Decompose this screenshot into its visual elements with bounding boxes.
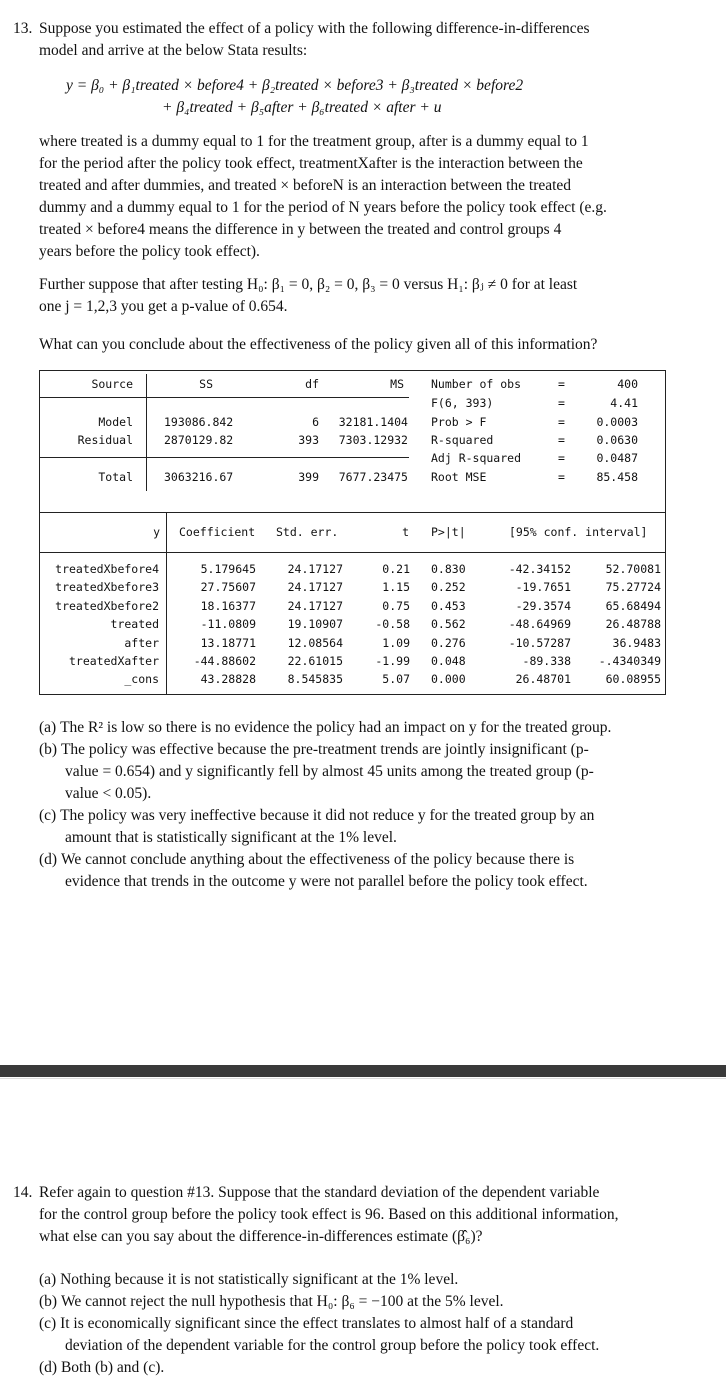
stat-eq: = (558, 396, 565, 410)
option-label: (a) (39, 1271, 57, 1288)
stat-value: 0.0630 (596, 433, 638, 447)
option-label: (a) (39, 719, 57, 736)
coef-cell-se: 24.17127 (287, 580, 343, 595)
stat-eq: = (558, 470, 565, 484)
option-text: Nothing because it is not statistically significant at the 1% level. (60, 1271, 459, 1288)
coef-cell-p: 0.276 (431, 635, 466, 650)
option-text: We cannot conclude anything about the effectiveness of the policy because there is (60, 851, 575, 868)
coef-cell-hi: 60.08955 (605, 672, 661, 687)
q14-number: 14. (13, 1184, 33, 1201)
q13-question: What can you conclude about the effectiveness of the policy given all of this information? (39, 336, 598, 353)
coef-cell-var: treatedXafter (68, 654, 159, 668)
option-a[interactable] (39, 1269, 709, 1291)
coef-cell-se: 8.545835 (287, 672, 343, 687)
stat-label: Prob > F (431, 415, 487, 429)
coef-cell-se: 22.61015 (287, 654, 343, 668)
coef-cell-var: treated (110, 617, 159, 632)
coef-cell-var: treatedXbefore3 (55, 580, 159, 595)
coef-cell-lo: -89.338 (522, 654, 571, 668)
option-text: deviation of the dependent variable for the control group before the policy took effect. (65, 1337, 600, 1354)
coef-header-coef: Coefficient (179, 525, 256, 539)
option-text: We cannot reject the null hypothesis that H₀: β₆ = −100 at the 5% level. (60, 1293, 504, 1310)
option-text: Both (b) and (c). (60, 1359, 165, 1376)
stat-eq: = (558, 451, 565, 465)
coef-header-t: t (402, 525, 409, 539)
anova-row-source: Total (98, 470, 133, 484)
option-text: value = 0.654) and y significantly fell by almost 45 units among the treated group (p- (65, 763, 594, 780)
q14-line: Refer again to question #13. Suppose that the standard deviation of the dependent variable (39, 1184, 600, 1201)
definition-line: treated × before4 means the difference in y between the treated and control groups 4 (39, 221, 562, 238)
anova-total-rule (39, 457, 409, 458)
option-d[interactable] (39, 1357, 709, 1379)
coef-cell-lo: -19.7651 (515, 580, 571, 595)
stat-value: 0.0003 (596, 415, 638, 429)
anova-row-source: Residual (77, 433, 133, 447)
coef-cell-hi: 75.27724 (605, 580, 661, 595)
anova-row-ms: 32181.1404 (338, 415, 408, 429)
anova-header-ss: SS (199, 377, 213, 391)
coef-cell-lo: 26.48701 (515, 672, 571, 687)
anova-row-source: Model (98, 415, 133, 429)
q14-options (39, 1269, 709, 1379)
q14-line: for the control group before the policy took effect is 96. Based on this additional information, (39, 1206, 619, 1223)
coef-cell-var: _cons (124, 672, 159, 687)
anova-header-rule (39, 397, 409, 398)
stat-value: 400 (617, 377, 638, 391)
coef-cell-coef: -11.0809 (200, 617, 256, 632)
stata-output (39, 370, 666, 719)
table-border-right (665, 370, 666, 695)
hypothesis-line: one j = 1,2,3 you get a p-value of 0.654. (39, 298, 288, 315)
coef-divider (166, 512, 167, 695)
q13-intro (39, 18, 719, 62)
anova-header-ms: MS (390, 377, 404, 391)
coef-cell-p: 0.830 (431, 562, 466, 576)
coef-cell-coef: 13.18771 (200, 635, 256, 650)
coef-cell-coef: 27.75607 (200, 580, 256, 595)
coef-cell-t: 0.21 (382, 562, 410, 576)
coef-cell-var: treatedXbefore2 (55, 598, 159, 613)
anova-row-ss: 2870129.82 (164, 433, 234, 447)
option-text: value < 0.05). (65, 785, 152, 802)
q13-intro-line: Suppose you estimated the effect of a policy with the following difference-in-differences (39, 20, 590, 37)
stat-eq: = (558, 415, 565, 429)
option-text: The policy was very ineffective because it did not reduce y for the treated group by an (60, 807, 595, 824)
anova-row-df: 393 (298, 433, 319, 447)
coef-cell-se: 19.10907 (287, 617, 343, 632)
option-text: The policy was effective because the pre-treatment trends are jointly insignificant (p- (60, 741, 589, 758)
coef-header-var: y (153, 525, 160, 539)
coef-top-rule (39, 512, 666, 513)
coef-cell-coef: 43.28828 (200, 672, 256, 687)
coef-cell-hi: 26.48788 (605, 617, 661, 632)
coef-cell-t: 1.15 (382, 580, 410, 595)
page-break-line (0, 1078, 726, 1079)
coef-cell-coef: -44.88602 (193, 654, 256, 668)
anova-row-ms: 7303.12932 (338, 433, 408, 447)
model-equation-line2: + β₄treated + β₅after + β₆treated × after + u (162, 99, 442, 116)
stat-eq: = (558, 433, 565, 447)
coef-cell-se: 12.08564 (287, 635, 343, 650)
coef-cell-t: -0.58 (375, 617, 410, 632)
anova-row-ss: 193086.842 (164, 415, 234, 429)
definition-line: years before the policy took effect). (39, 243, 260, 260)
anova-header-source: Source (91, 377, 133, 391)
coef-cell-p: 0.252 (431, 580, 466, 595)
anova-row-df: 6 (312, 415, 319, 429)
coef-header-se: Std. err. (276, 525, 339, 539)
option-c[interactable] (39, 1313, 709, 1357)
option-label: (b) (39, 1293, 58, 1310)
anova-row-ms: 7677.23475 (338, 470, 408, 484)
q13-hypothesis-test (39, 274, 699, 318)
option-label: (b) (39, 741, 58, 758)
stat-value: 85.458 (596, 470, 638, 484)
coef-cell-coef: 5.179645 (200, 562, 256, 576)
model-equation-line1: y = β₀ + β₁treated × before4 + β₂treated × before3 + β₃treated × before2 (66, 77, 524, 94)
coef-cell-hi: -.4340349 (598, 654, 661, 668)
coef-cell-p: 0.562 (431, 617, 466, 632)
option-label: (d) (39, 1359, 58, 1376)
option-label: (c) (39, 807, 57, 824)
table-border-top (39, 370, 666, 371)
option-b[interactable] (39, 739, 709, 805)
coef-cell-lo: -42.34152 (508, 562, 571, 576)
stat-value: 4.41 (610, 396, 638, 410)
option-a[interactable] (39, 717, 709, 739)
option-d[interactable] (39, 849, 709, 893)
coef-cell-var: after (124, 635, 159, 650)
q13-number: 13. (13, 20, 33, 37)
definition-line: where treated is a dummy equal to 1 for the treatment group, after is a dummy equal to 1 (39, 133, 589, 150)
q13-options (39, 717, 709, 893)
definition-line: treated and after dummies, and treated × beforeN is an interaction between the treated (39, 177, 572, 194)
coef-cell-se: 24.17127 (287, 562, 343, 576)
coef-cell-lo: -29.3574 (515, 598, 571, 613)
coef-cell-lo: -48.64969 (508, 617, 571, 632)
anova-header-df: df (305, 377, 319, 391)
q13-definitions (39, 131, 699, 263)
stat-label: Adj R-squared (431, 451, 522, 465)
coef-cell-var: treatedXbefore4 (55, 562, 159, 576)
coef-cell-p: 0.048 (431, 654, 466, 668)
coef-header-ci: [95% conf. interval] (509, 525, 648, 539)
coef-cell-t: 1.09 (382, 635, 410, 650)
coef-cell-lo: -10.57287 (508, 635, 571, 650)
anova-divider (146, 374, 147, 491)
coef-cell-coef: 18.16377 (200, 598, 256, 613)
option-label: (c) (39, 1315, 57, 1332)
option-text: It is economically significant since the effect translates to almost half of a standard (60, 1315, 574, 1332)
stat-eq: = (558, 377, 565, 391)
coef-cell-p: 0.000 (431, 672, 466, 687)
option-label: (d) (39, 851, 58, 868)
coef-cell-t: -1.99 (375, 654, 410, 668)
coef-cell-hi: 36.9483 (612, 635, 661, 650)
coef-header-rule (39, 552, 666, 553)
hypothesis-line: Further suppose that after testing H₀: β₁ = 0, β₂ = 0, β₃ = 0 versus H₁: βⱼ ≠ 0 for at least (39, 276, 578, 293)
table-border-bottom (39, 694, 666, 695)
option-text: The R² is low so there is no evidence the policy had an impact on y for the treated group. (60, 719, 612, 736)
coef-cell-se: 24.17127 (287, 598, 343, 613)
option-c[interactable] (39, 805, 709, 849)
coef-cell-t: 0.75 (382, 598, 410, 613)
stat-label: R-squared (431, 433, 494, 447)
option-text: evidence that trends in the outcome y were not parallel before the policy took effect. (65, 873, 588, 890)
coef-cell-t: 5.07 (382, 672, 410, 687)
coef-cell-hi: 65.68494 (605, 598, 661, 613)
stat-value: 0.0487 (596, 451, 638, 465)
definition-line: dummy and a dummy equal to 1 for the period of N years before the policy took effect (e.g. (39, 199, 607, 216)
anova-row-ss: 3063216.67 (164, 470, 234, 484)
stat-label: F(6, 393) (431, 396, 494, 410)
coef-header-p: P>|t| (431, 525, 466, 539)
stat-label: Number of obs (431, 377, 522, 391)
option-b[interactable] (39, 1291, 709, 1313)
page-break-bar (0, 1065, 726, 1077)
anova-row-df: 399 (298, 470, 319, 484)
option-text: amount that is statistically significant at the 1% level. (65, 829, 397, 846)
q14-line: what else can you say about the difference-in-differences estimate (β̂₆)? (39, 1228, 483, 1245)
definition-line: for the period after the policy took effect, treatmentXafter is the interaction between the (39, 155, 583, 172)
q14-question (39, 1182, 719, 1248)
stat-label: Root MSE (431, 470, 487, 484)
coef-cell-p: 0.453 (431, 598, 466, 613)
q13-intro-line: model and arrive at the below Stata results: (39, 42, 308, 59)
coef-cell-hi: 52.70081 (605, 562, 661, 576)
